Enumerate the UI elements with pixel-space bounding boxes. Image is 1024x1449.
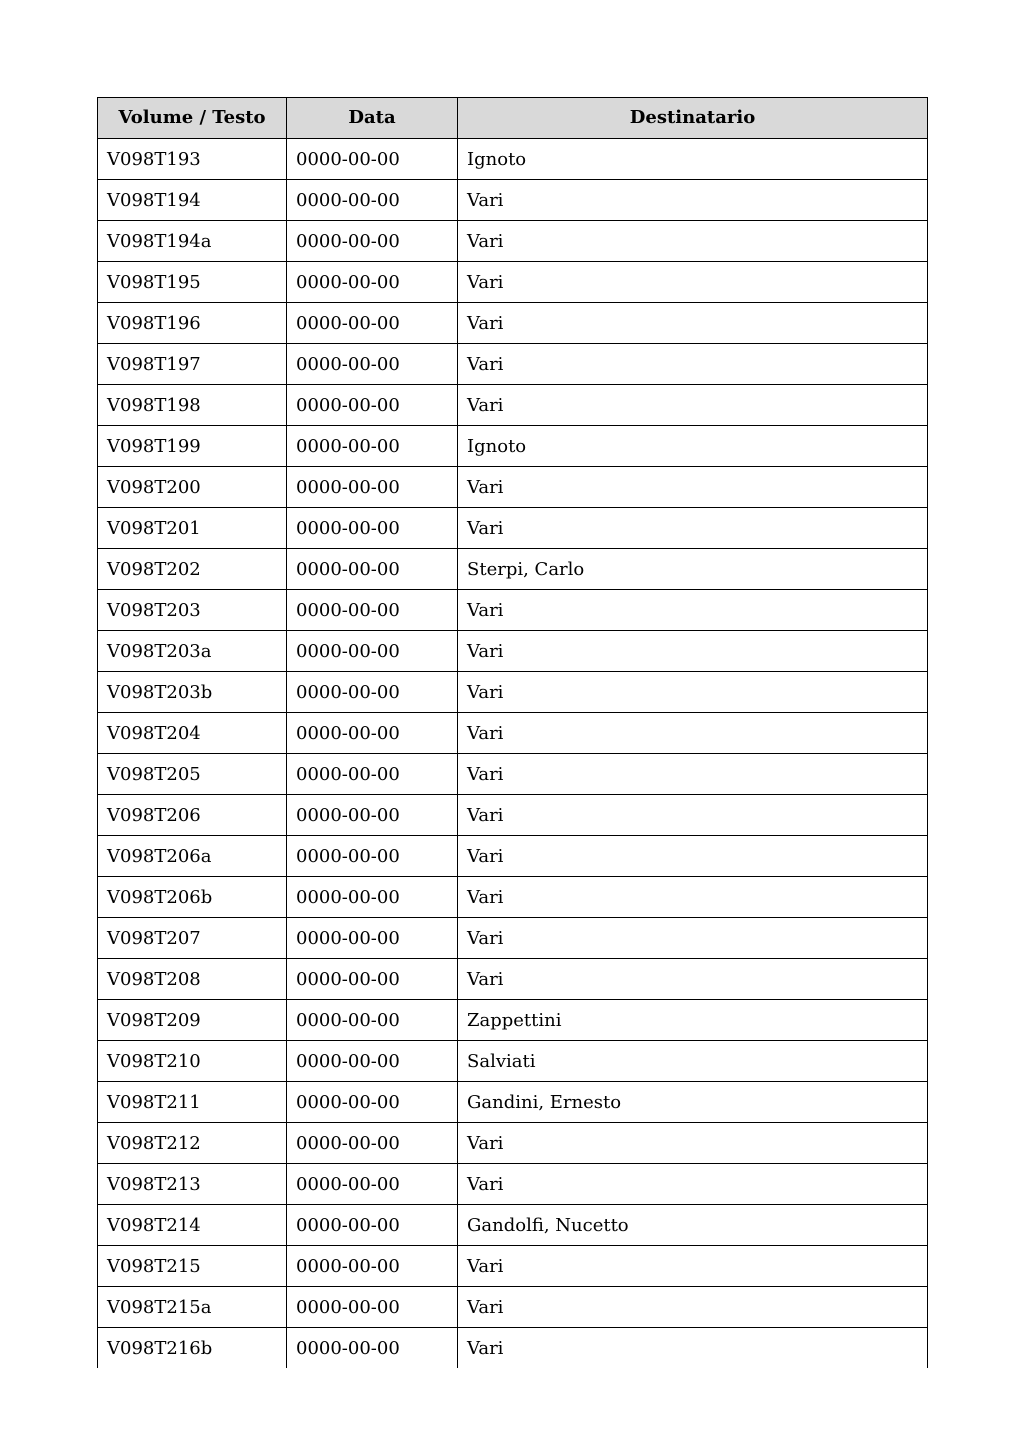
cell-destinatario: Vari (458, 1123, 928, 1164)
cell-volume-testo: V098T206 (98, 795, 287, 836)
table-row (98, 1246, 928, 1287)
header-data: Data (287, 98, 458, 139)
cell-data: 0000-00-00 (287, 1082, 458, 1123)
cell-volume-testo: V098T211 (98, 1082, 287, 1123)
cell-data: 0000-00-00 (287, 1041, 458, 1082)
letters-register-table (97, 97, 928, 1368)
table-row (98, 1205, 928, 1246)
cell-destinatario: Vari (458, 1287, 928, 1328)
table-row (98, 221, 928, 262)
cell-data: 0000-00-00 (287, 262, 458, 303)
cell-data: 0000-00-00 (287, 467, 458, 508)
table-row (98, 426, 928, 467)
cell-destinatario: Vari (458, 221, 928, 262)
cell-destinatario: Gandolfi, Nucetto (458, 1205, 928, 1246)
cell-data: 0000-00-00 (287, 139, 458, 180)
cell-destinatario: Vari (458, 672, 928, 713)
cell-destinatario: Vari (458, 467, 928, 508)
cell-data: 0000-00-00 (287, 385, 458, 426)
cell-volume-testo: V098T209 (98, 1000, 287, 1041)
cell-data: 0000-00-00 (287, 344, 458, 385)
table-row (98, 1287, 928, 1328)
table-row (98, 631, 928, 672)
cell-volume-testo: V098T204 (98, 713, 287, 754)
cell-destinatario: Vari (458, 795, 928, 836)
table-row (98, 1041, 928, 1082)
cell-destinatario: Vari (458, 918, 928, 959)
table-row (98, 836, 928, 877)
cell-volume-testo: V098T205 (98, 754, 287, 795)
table-row (98, 1164, 928, 1205)
cell-data: 0000-00-00 (287, 672, 458, 713)
table-row (98, 672, 928, 713)
table-row (98, 713, 928, 754)
cell-data: 0000-00-00 (287, 180, 458, 221)
table-row (98, 918, 928, 959)
table-row (98, 262, 928, 303)
cell-data: 0000-00-00 (287, 1000, 458, 1041)
cell-destinatario: Vari (458, 836, 928, 877)
table-row (98, 1123, 928, 1164)
table-row (98, 508, 928, 549)
table-row (98, 1000, 928, 1041)
table-row (98, 303, 928, 344)
cell-volume-testo: V098T195 (98, 262, 287, 303)
table-row (98, 180, 928, 221)
cell-data: 0000-00-00 (287, 631, 458, 672)
cell-data: 0000-00-00 (287, 549, 458, 590)
cell-destinatario: Vari (458, 262, 928, 303)
cell-volume-testo: V098T194a (98, 221, 287, 262)
table-row (98, 959, 928, 1000)
cell-data: 0000-00-00 (287, 303, 458, 344)
cell-data: 0000-00-00 (287, 1287, 458, 1328)
cell-data: 0000-00-00 (287, 918, 458, 959)
cell-data: 0000-00-00 (287, 713, 458, 754)
cell-destinatario: Vari (458, 754, 928, 795)
header-destinatario: Destinatario (458, 98, 928, 139)
cell-data: 0000-00-00 (287, 959, 458, 1000)
cell-destinatario: Zappettini (458, 1000, 928, 1041)
cell-volume-testo: V098T207 (98, 918, 287, 959)
table-row (98, 549, 928, 590)
table-header (98, 98, 928, 139)
table-row (98, 139, 928, 180)
cell-volume-testo: V098T206b (98, 877, 287, 918)
cell-data: 0000-00-00 (287, 1123, 458, 1164)
cell-destinatario: Vari (458, 344, 928, 385)
cell-volume-testo: V098T208 (98, 959, 287, 1000)
cell-destinatario: Vari (458, 180, 928, 221)
cell-volume-testo: V098T203 (98, 590, 287, 631)
cell-volume-testo: V098T212 (98, 1123, 287, 1164)
cell-destinatario: Ignoto (458, 426, 928, 467)
cell-volume-testo: V098T216b (98, 1328, 287, 1369)
cell-volume-testo: V098T203b (98, 672, 287, 713)
cell-data: 0000-00-00 (287, 1246, 458, 1287)
cell-volume-testo: V098T215a (98, 1287, 287, 1328)
cell-data: 0000-00-00 (287, 1328, 458, 1369)
table-row (98, 877, 928, 918)
cell-destinatario: Vari (458, 1164, 928, 1205)
cell-data: 0000-00-00 (287, 1205, 458, 1246)
cell-destinatario: Vari (458, 508, 928, 549)
table-row (98, 1328, 928, 1369)
cell-destinatario: Vari (458, 877, 928, 918)
cell-volume-testo: V098T199 (98, 426, 287, 467)
cell-destinatario: Vari (458, 385, 928, 426)
cell-volume-testo: V098T215 (98, 1246, 287, 1287)
header-volume-testo: Volume / Testo (98, 98, 287, 139)
table-row (98, 385, 928, 426)
cell-volume-testo: V098T202 (98, 549, 287, 590)
cell-data: 0000-00-00 (287, 836, 458, 877)
table-row (98, 344, 928, 385)
cell-data: 0000-00-00 (287, 590, 458, 631)
cell-destinatario: Vari (458, 590, 928, 631)
cell-volume-testo: V098T197 (98, 344, 287, 385)
cell-volume-testo: V098T214 (98, 1205, 287, 1246)
cell-volume-testo: V098T194 (98, 180, 287, 221)
cell-destinatario: Ignoto (458, 139, 928, 180)
table-row (98, 1082, 928, 1123)
cell-data: 0000-00-00 (287, 221, 458, 262)
cell-destinatario: Vari (458, 713, 928, 754)
cell-volume-testo: V098T206a (98, 836, 287, 877)
cell-destinatario: Sterpi, Carlo (458, 549, 928, 590)
cell-destinatario: Vari (458, 1328, 928, 1369)
cell-volume-testo: V098T196 (98, 303, 287, 344)
table-row (98, 795, 928, 836)
cell-volume-testo: V098T203a (98, 631, 287, 672)
cell-data: 0000-00-00 (287, 877, 458, 918)
cell-destinatario: Salviati (458, 1041, 928, 1082)
table-row (98, 467, 928, 508)
cell-destinatario: Vari (458, 631, 928, 672)
cell-data: 0000-00-00 (287, 1164, 458, 1205)
cell-volume-testo: V098T213 (98, 1164, 287, 1205)
cell-destinatario: Vari (458, 303, 928, 344)
header-row (98, 98, 928, 139)
cell-data: 0000-00-00 (287, 795, 458, 836)
cell-data: 0000-00-00 (287, 426, 458, 467)
cell-volume-testo: V098T198 (98, 385, 287, 426)
table-row (98, 754, 928, 795)
cell-volume-testo: V098T193 (98, 139, 287, 180)
cell-destinatario: Vari (458, 959, 928, 1000)
table-row (98, 590, 928, 631)
cell-data: 0000-00-00 (287, 508, 458, 549)
cell-volume-testo: V098T201 (98, 508, 287, 549)
cell-destinatario: Gandini, Ernesto (458, 1082, 928, 1123)
table-body (98, 139, 928, 1369)
cell-volume-testo: V098T200 (98, 467, 287, 508)
cell-data: 0000-00-00 (287, 754, 458, 795)
cell-volume-testo: V098T210 (98, 1041, 287, 1082)
cell-destinatario: Vari (458, 1246, 928, 1287)
